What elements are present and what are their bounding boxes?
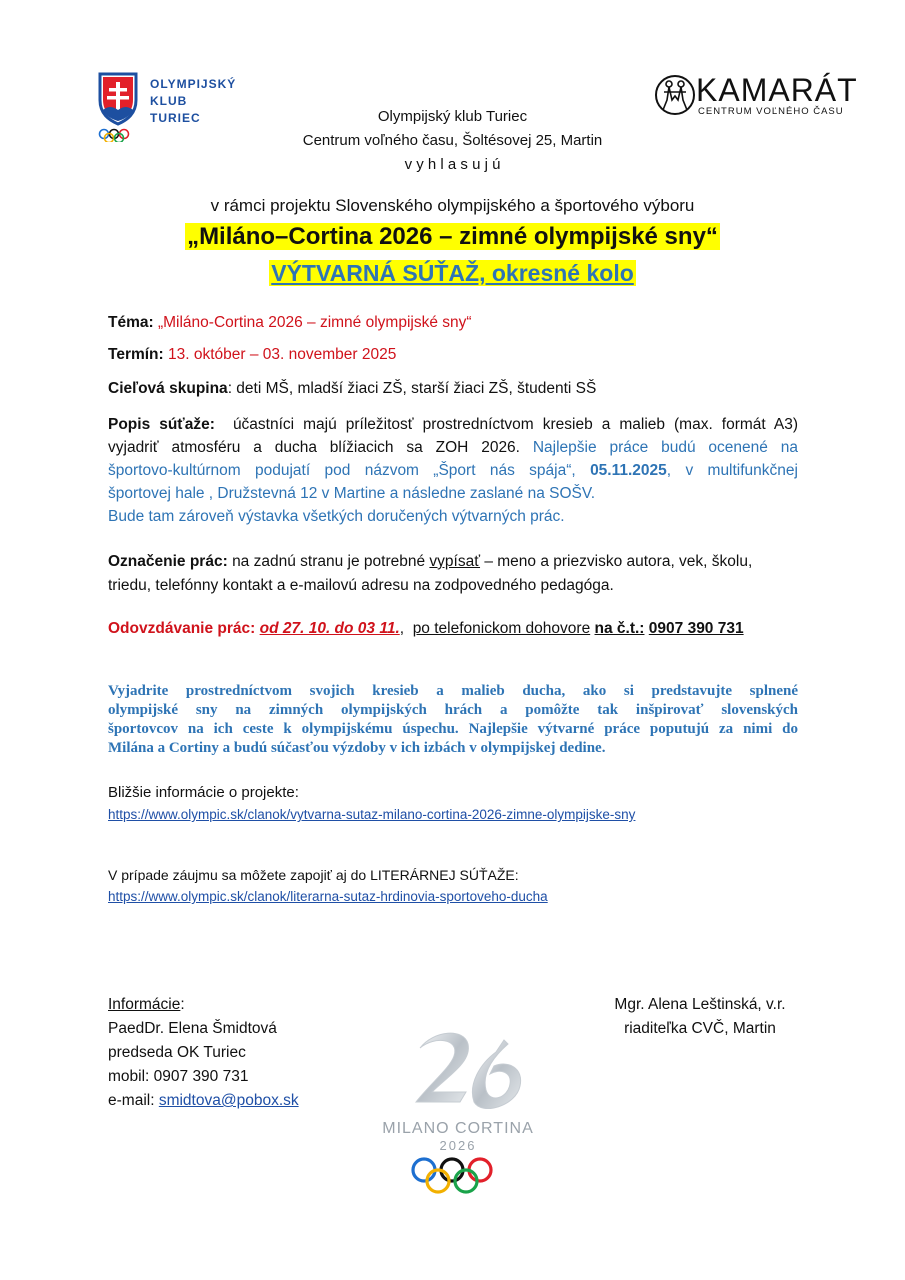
milano-26-emblem-icon bbox=[368, 1028, 548, 1120]
oznacenie-label: Označenie prác: bbox=[108, 553, 228, 570]
contact-email-link[interactable]: smidtova@pobox.sk bbox=[158, 1092, 299, 1109]
milano-line2: 2026 bbox=[439, 1138, 477, 1153]
milano-line1: MILANO CORTINA bbox=[382, 1120, 534, 1137]
odovzdavanie-phone: 0907 390 731 bbox=[648, 620, 744, 637]
popis-line3-a: športovo-kultúrnom podujatí pod názvom „Šport nás spája“, bbox=[108, 462, 576, 479]
kamarat-subtitle: CENTRUM VOĽNÉHO ČASU bbox=[698, 106, 844, 117]
contact-email-label: e-mail: bbox=[108, 1092, 155, 1109]
event-subtitle: VÝTVARNÁ SÚŤAŽ, okresné kolo bbox=[271, 260, 634, 286]
contact-mobile: mobil: 0907 390 731 bbox=[108, 1068, 249, 1085]
odovzdavanie-label: Odovzdávanie prác: bbox=[108, 620, 256, 637]
olympic-rings-icon bbox=[402, 1156, 522, 1196]
literary-label: V prípade záujmu sa môžete zapojiť aj do LITERÁRNEJ SÚŤAŽE: bbox=[108, 867, 519, 883]
signature-role: riaditeľka CVČ, Martin bbox=[624, 1020, 776, 1037]
organizer-1: Olympijský klub Turiec bbox=[377, 108, 528, 125]
appeal-line4: Milána a Cortiny a budú súčasťou výzdoby v ich izbách v olympijskej dedine. bbox=[108, 740, 606, 756]
popis-line3-date: 05.11.2025 bbox=[590, 462, 667, 479]
oznacenie-line2: triedu, telefónny kontakt a e-mailovú adresu na zodpovedného pedagóga. bbox=[108, 577, 614, 594]
termin-label: Termín: bbox=[108, 346, 164, 363]
tema-value: „Miláno-Cortina 2026 – zimné olympijské sny“ bbox=[157, 314, 472, 331]
event-title: „Miláno–Cortina 2026 – zimné olympijské sny“ bbox=[187, 223, 718, 250]
odovzdavanie-row bbox=[108, 618, 744, 640]
popis-line2-blue: Najlepšie práce budú ocenené na bbox=[532, 439, 798, 456]
tema-label: Téma: bbox=[108, 314, 154, 331]
ok-turiec-line1: OLYMPIJSKÝ bbox=[150, 77, 237, 91]
odovzdavanie-phone-text: po telefonickom dohovore bbox=[412, 620, 591, 637]
announce: v y h l a s u j ú bbox=[404, 156, 501, 173]
popis-label: Popis súťaže: bbox=[108, 416, 215, 433]
termin-row bbox=[108, 344, 396, 366]
kamarat-name: KAMARÁT bbox=[696, 72, 858, 108]
tema-row bbox=[108, 312, 472, 334]
contact-role: predseda OK Turiec bbox=[108, 1044, 246, 1061]
odovzdavanie-sep: , bbox=[399, 620, 405, 637]
literary-url-link[interactable]: https://www.olympic.sk/clanok/literarna-sutaz-hrdinovia-sportoveho-ducha bbox=[108, 889, 548, 904]
contact-block bbox=[108, 993, 299, 1113]
project-intro: v rámci projektu Slovenského olympijského a športového výboru bbox=[210, 196, 695, 215]
odovzdavanie-phone-label: na č.t.: bbox=[594, 620, 645, 637]
ok-turiec-line3: TURIEC bbox=[150, 111, 201, 125]
appeal-line2: olympijské sny na zimných olympijských hrách a pomôžte tak inšpirovať slovenských bbox=[108, 702, 798, 718]
odovzdavanie-dates: od 27. 10. do 03 11. bbox=[259, 620, 400, 637]
appeal-line3: športovcov na ich ceste k olympijskému úspechu. Najlepšie výtvarné práce poputujú za nimi do bbox=[108, 721, 798, 737]
skupina-row bbox=[108, 378, 596, 400]
appeal-block bbox=[108, 682, 798, 758]
oznacenie-text-a: na zadnú stranu je potrebné bbox=[232, 553, 426, 570]
popis-line2-black: vyjadriť atmosféru a ducha blížiacich sa ZOH 2026. bbox=[108, 439, 520, 456]
popis-block bbox=[108, 413, 798, 528]
contact-heading: Informácie bbox=[108, 996, 181, 1013]
oznacenie-block bbox=[108, 550, 808, 598]
ok-turiec-line2: KLUB bbox=[150, 94, 188, 108]
skupina-label: Cieľová skupina bbox=[108, 380, 228, 397]
popis-line5: Bude tam zároveň výstavka všetkých doručených výtvarných prác. bbox=[108, 508, 565, 525]
info-label: Bližšie informácie o projekte: bbox=[108, 784, 299, 801]
popis-line3-b: , v multifunkčnej bbox=[666, 462, 798, 479]
contact-colon: : bbox=[180, 996, 185, 1013]
signature-name: Mgr. Alena Leštinská, v.r. bbox=[614, 996, 786, 1013]
appeal-line1: Vyjadrite prostredníctvom svojich kresieb a malieb ducha, ako si predstavujte splnené bbox=[108, 683, 798, 699]
oznacenie-underline: vypísať bbox=[429, 553, 481, 570]
milano-cortina-logo bbox=[368, 1028, 548, 1198]
popis-line4: športovej hale , Družstevná 12 v Martine a následne zaslané na SOŠV. bbox=[108, 485, 596, 502]
info-url-link[interactable]: https://www.olympic.sk/clanok/vytvarna-sutaz-milano-cortina-2026-zimne-olympijske-sny bbox=[108, 807, 636, 822]
oznacenie-text-b: – meno a priezvisko autora, vek, školu, bbox=[484, 553, 753, 570]
signature-block bbox=[570, 993, 830, 1041]
popis-line1: účastníci majú príležitosť prostredníctvom kresieb a malieb (max. formát A3) bbox=[232, 416, 798, 433]
contact-name: PaedDr. Elena Šmidtová bbox=[108, 1020, 277, 1037]
skupina-value: : deti MŠ, mladší žiaci ZŠ, starší žiaci ZŠ, študenti SŠ bbox=[227, 380, 597, 397]
organizer-2: Centrum voľného času, Šoltésovej 25, Martin bbox=[302, 132, 603, 149]
termin-value: 13. október – 03. november 2025 bbox=[168, 346, 397, 363]
